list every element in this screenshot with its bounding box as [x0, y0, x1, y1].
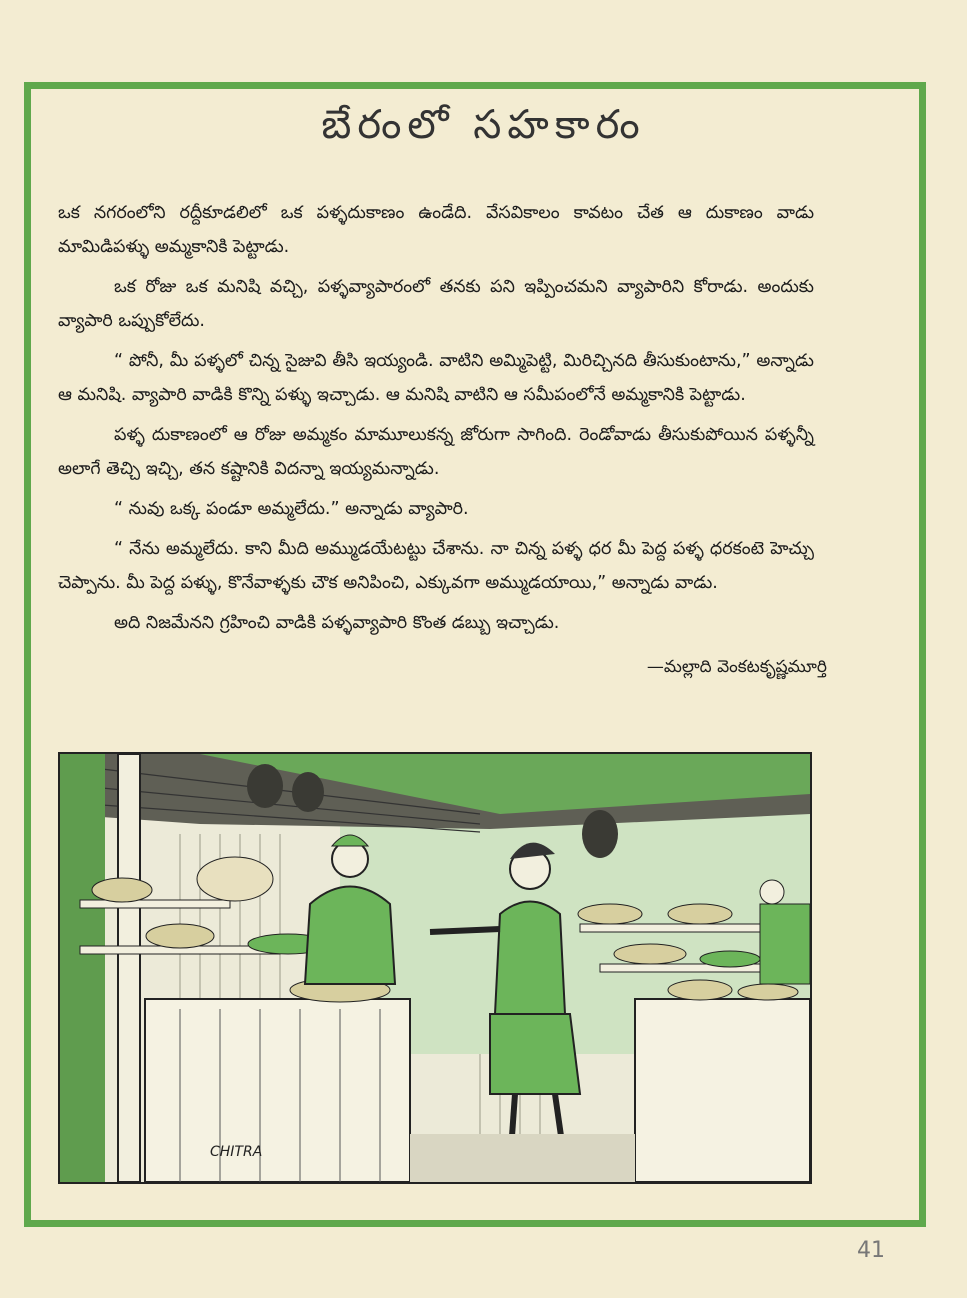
fruit-shop-illustration — [58, 752, 812, 1184]
artist-signature: CHITRA — [210, 1144, 263, 1160]
story-title: బేరంలో సహకారం — [321, 102, 646, 148]
paragraph-4: పళ్ళ దుకాణంలో ఆ రోజు అమ్మకం మామూలుకన్న జోరుగా సాగింది. రెండోవాడు తీసుకుపోయిన పళ్ళన్నీ అలాగే తెచ్చి ఇచ్చి, తన కష్టానికి విదన్నా ఇయ్యమన్నాడు. — [58, 425, 814, 479]
page-number: 41 — [857, 1238, 885, 1263]
paragraph-5: “ నువు ఒక్క పండూ అమ్మలేదు.” అన్నాడు వ్యాపారి. — [114, 499, 469, 519]
illustration-drawing — [60, 754, 810, 1182]
paragraph-6: “ నేను అమ్మలేదు. కాని మీది అమ్ముడయేటట్టు చేశాను. నా చిన్న పళ్ళ ధర మీ పెద్ద పళ్ళ ధరకంటె హెచ్చు చెప్పాను. మీ పెద్ద పళ్ళు, కొనేవాళ్ళకు చౌక అనిపించి, ఎక్కువగా అమ్ముడయాయి,” అన్నాడు వాడు. — [58, 539, 814, 593]
paragraph-2: ఒక రోజు ఒక మనిషి వచ్చి, పళ్ళవ్యాపారంలో తనకు పని ఇప్పించమని వ్యాపారిని కోరాడు. అందుకు వ్యాపారి ఒప్పుకోలేదు. — [58, 277, 814, 331]
paragraph-3: “ పోనీ, మీ పళ్ళలో చిన్న సైజువి తీసి ఇయ్యండి. వాటిని అమ్మిపెట్టి, మిరిచ్చినది తీసుకుంటాను,” అన్నాడు ఆ మనిషి. వ్యాపారి వాడికి కొన్ని పళ్ళు ఇచ్చాడు. ఆ మనిషి వాటిని ఆ సమీపంలోనే అమ్మకానికి పెట్టాడు. — [58, 351, 814, 405]
paragraph-7: అది నిజమేనని గ్రహించి వాడికి పళ్ళవ్యాపారి కొంత డబ్బు ఇచ్చాడు. — [114, 613, 560, 633]
author-credit: —మల్లాది వెంకటకృష్ణమూర్తి — [646, 657, 827, 677]
paragraph-1: ఒక నగరంలోని రద్దీకూడలిలో ఒక పళ్ళదుకాణం ఉండేది. వేసవికాలం కావటం చేత ఆ దుకాణం వాడు మామిడిపళ్ళు అమ్మకానికి పెట్టాడు. — [58, 203, 814, 257]
story-body — [58, 196, 814, 646]
